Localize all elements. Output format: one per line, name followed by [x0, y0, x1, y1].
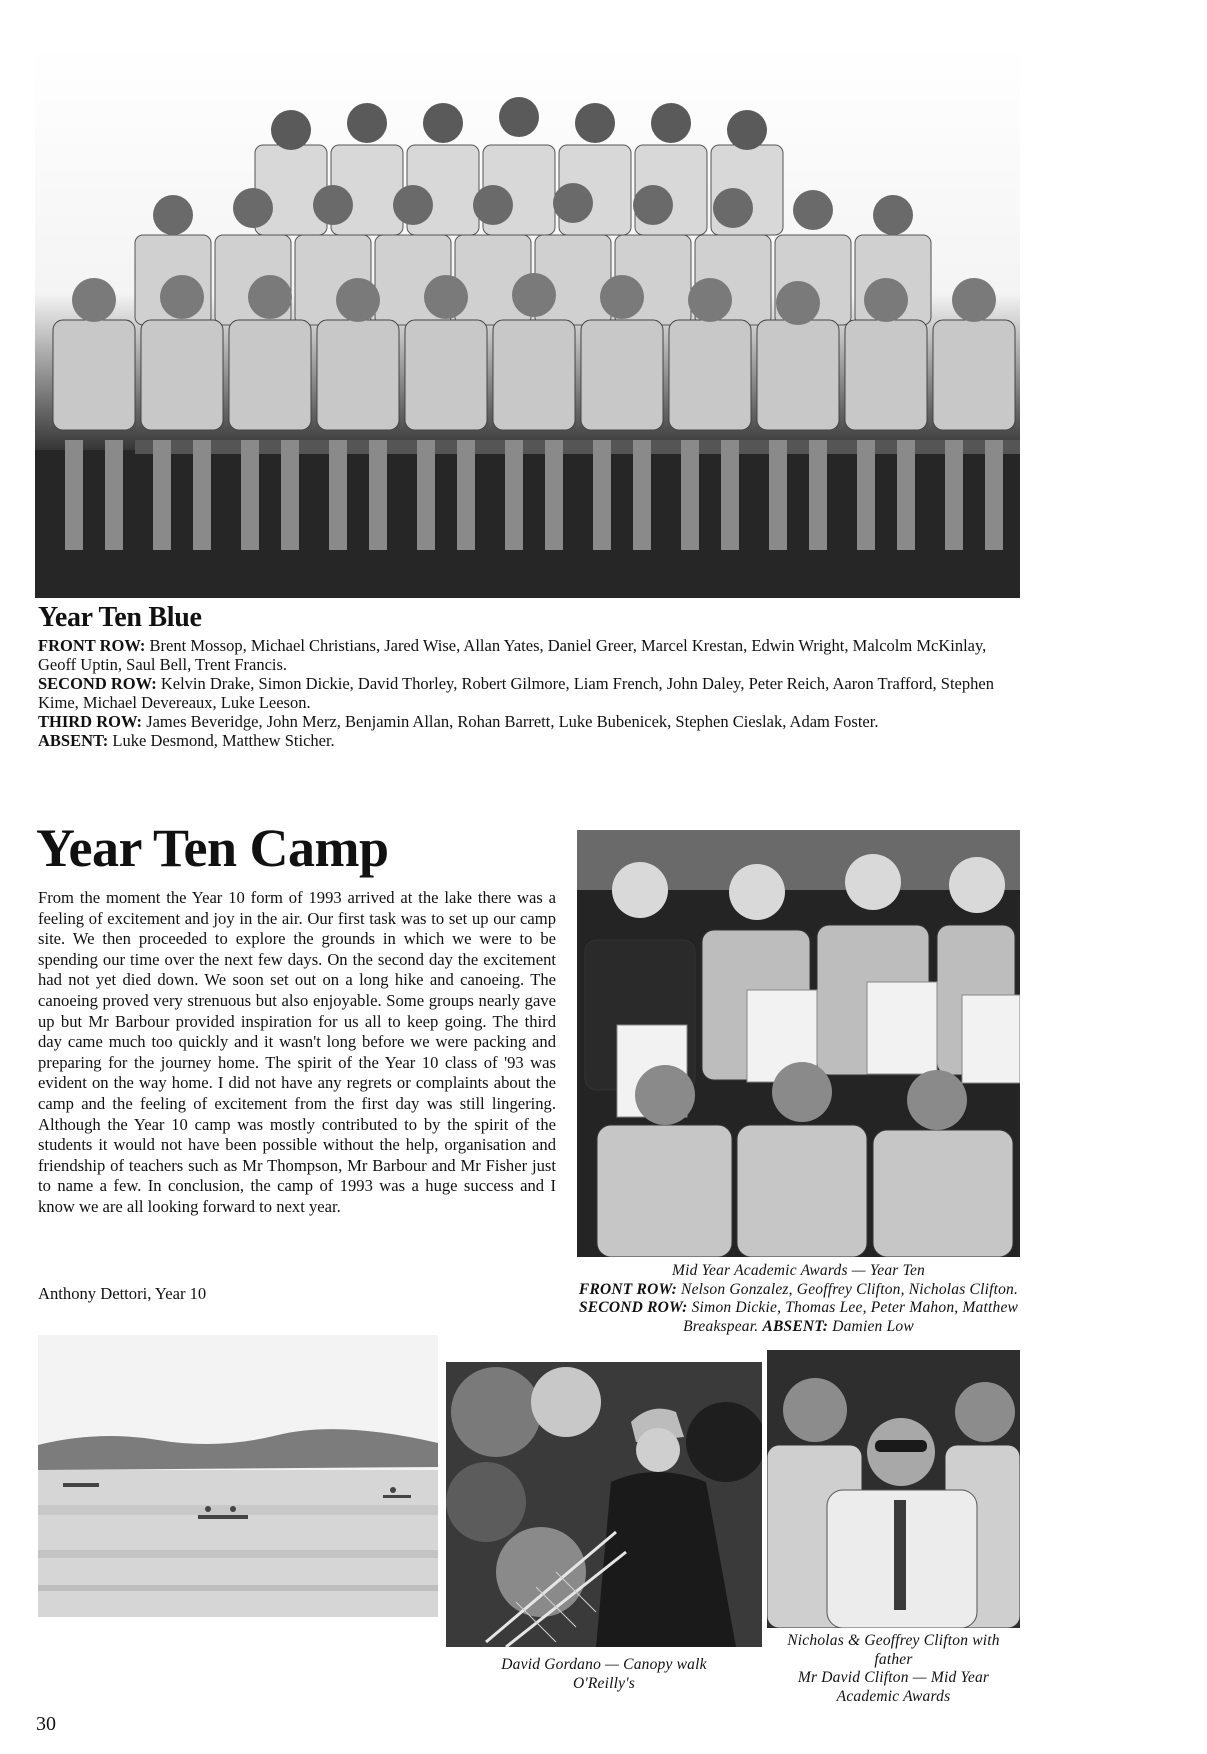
class-photo-title: Year Ten Blue	[38, 602, 202, 633]
awards-caption-second-row	[577, 1299, 1020, 1336]
awards-second-label: SECOND ROW:	[578, 1299, 688, 1316]
page-number: 30	[36, 1713, 56, 1735]
lake-photo-image	[38, 1335, 438, 1617]
clifton-caption-line1: Nicholas & Geoffrey Clifton with father	[787, 1632, 1000, 1668]
third-row-label: THIRD ROW:	[38, 712, 143, 731]
second-row-names	[38, 674, 1028, 712]
clifton-photo-caption	[767, 1632, 1020, 1706]
absent-names	[38, 731, 1028, 750]
clifton-caption-line3: Academic Awards	[836, 1687, 951, 1705]
canopy-photo	[446, 1362, 762, 1647]
third-row-names	[38, 712, 1028, 731]
canopy-photo-image	[446, 1362, 762, 1647]
second-row-label: SECOND ROW:	[38, 674, 157, 693]
awards-caption-front-row	[577, 1281, 1020, 1300]
third-row-list: James Beveridge, John Merz, Benjamin Allan, Rohan Barrett, Luke Bubenicek, Stephen Cieslak, Adam Foster.	[146, 712, 879, 731]
camp-article-title: Year Ten Camp	[36, 818, 389, 878]
awards-photo-image	[577, 830, 1020, 1257]
class-photo-image	[35, 45, 1020, 598]
clifton-photo-image	[767, 1350, 1020, 1628]
canopy-caption-line1: David Gordano — Canopy walk	[501, 1656, 707, 1673]
front-row-list: Brent Mossop, Michael Christians, Jared Wise, Allan Yates, Daniel Greer, Marcel Krestan, Edwin Wright, Malcolm McKinlay, Geoff Uptin, Saul Bell, Trent Francis.	[38, 636, 987, 674]
awards-caption-title: Mid Year Academic Awards — Year Ten	[671, 1262, 926, 1279]
awards-photo-caption	[577, 1262, 1020, 1336]
canopy-caption-line2: O'Reilly's	[572, 1674, 635, 1692]
awards-absent-names: Damien Low	[832, 1317, 914, 1335]
absent-list: Luke Desmond, Matthew Sticher.	[112, 731, 335, 750]
camp-article-byline: Anthony Dettori, Year 10	[38, 1284, 207, 1303]
class-photo-names	[38, 636, 1028, 750]
clifton-photo	[767, 1350, 1020, 1628]
awards-photo	[577, 830, 1020, 1257]
class-photo	[35, 45, 1020, 598]
front-row-names	[38, 636, 1028, 674]
canopy-photo-caption	[446, 1656, 762, 1693]
camp-article-body: From the moment the Year 10 form of 1993 arrived at the lake there was a feeling of excitement and joy in the air. Our first task was to set up our camp site. We then proceeded to explore the grounds in which we were to be spending our time over the next few days. On the second day the excitement had not yet died down. We soon set out on a long hike and canoeing. The canoeing proved very strenuous but also enjoyable. Some groups nearly gave up but Mr Barbour provided inspiration for us all to keep going. The third day came much too quickly and it wasn't long before we were packing and preparing for the journey home. The spirit of the Year 10 class of '93 was evident on the way home. I did not have any regrets or complaints about the camp and the feeling of excitement from the first day was still lingering. Although the Year 10 camp was mostly contributed to by the spirit of the students it would not have been possible without the help, organisation and friendship of teachers such as Mr Thompson, Mr Barbour and Mr Fisher just to name a few. In conclusion, the camp of 1993 was a huge success and I know we are all looking forward to next year.	[38, 888, 556, 1216]
awards-absent-label: ABSENT:	[762, 1317, 829, 1335]
front-row-label: FRONT ROW:	[38, 636, 146, 655]
absent-label: ABSENT:	[38, 731, 109, 750]
second-row-list: Kelvin Drake, Simon Dickie, David Thorley, Robert Gilmore, Liam French, John Daley, Peter Reich, Aaron Trafford, Stephen Kime, Michael Devereaux, Luke Leeson.	[38, 674, 994, 712]
clifton-caption-line2: Mr David Clifton — Mid Year	[797, 1669, 990, 1686]
lake-photo	[38, 1335, 438, 1617]
awards-front-names: Nelson Gonzalez, Geoffrey Clifton, Nicholas Clifton.	[681, 1280, 1019, 1298]
awards-front-label: FRONT ROW:	[578, 1280, 677, 1298]
awards-second-names: Simon Dickie, Thomas Lee, Peter Mahon, Matthew Breakspear.	[683, 1299, 1019, 1335]
